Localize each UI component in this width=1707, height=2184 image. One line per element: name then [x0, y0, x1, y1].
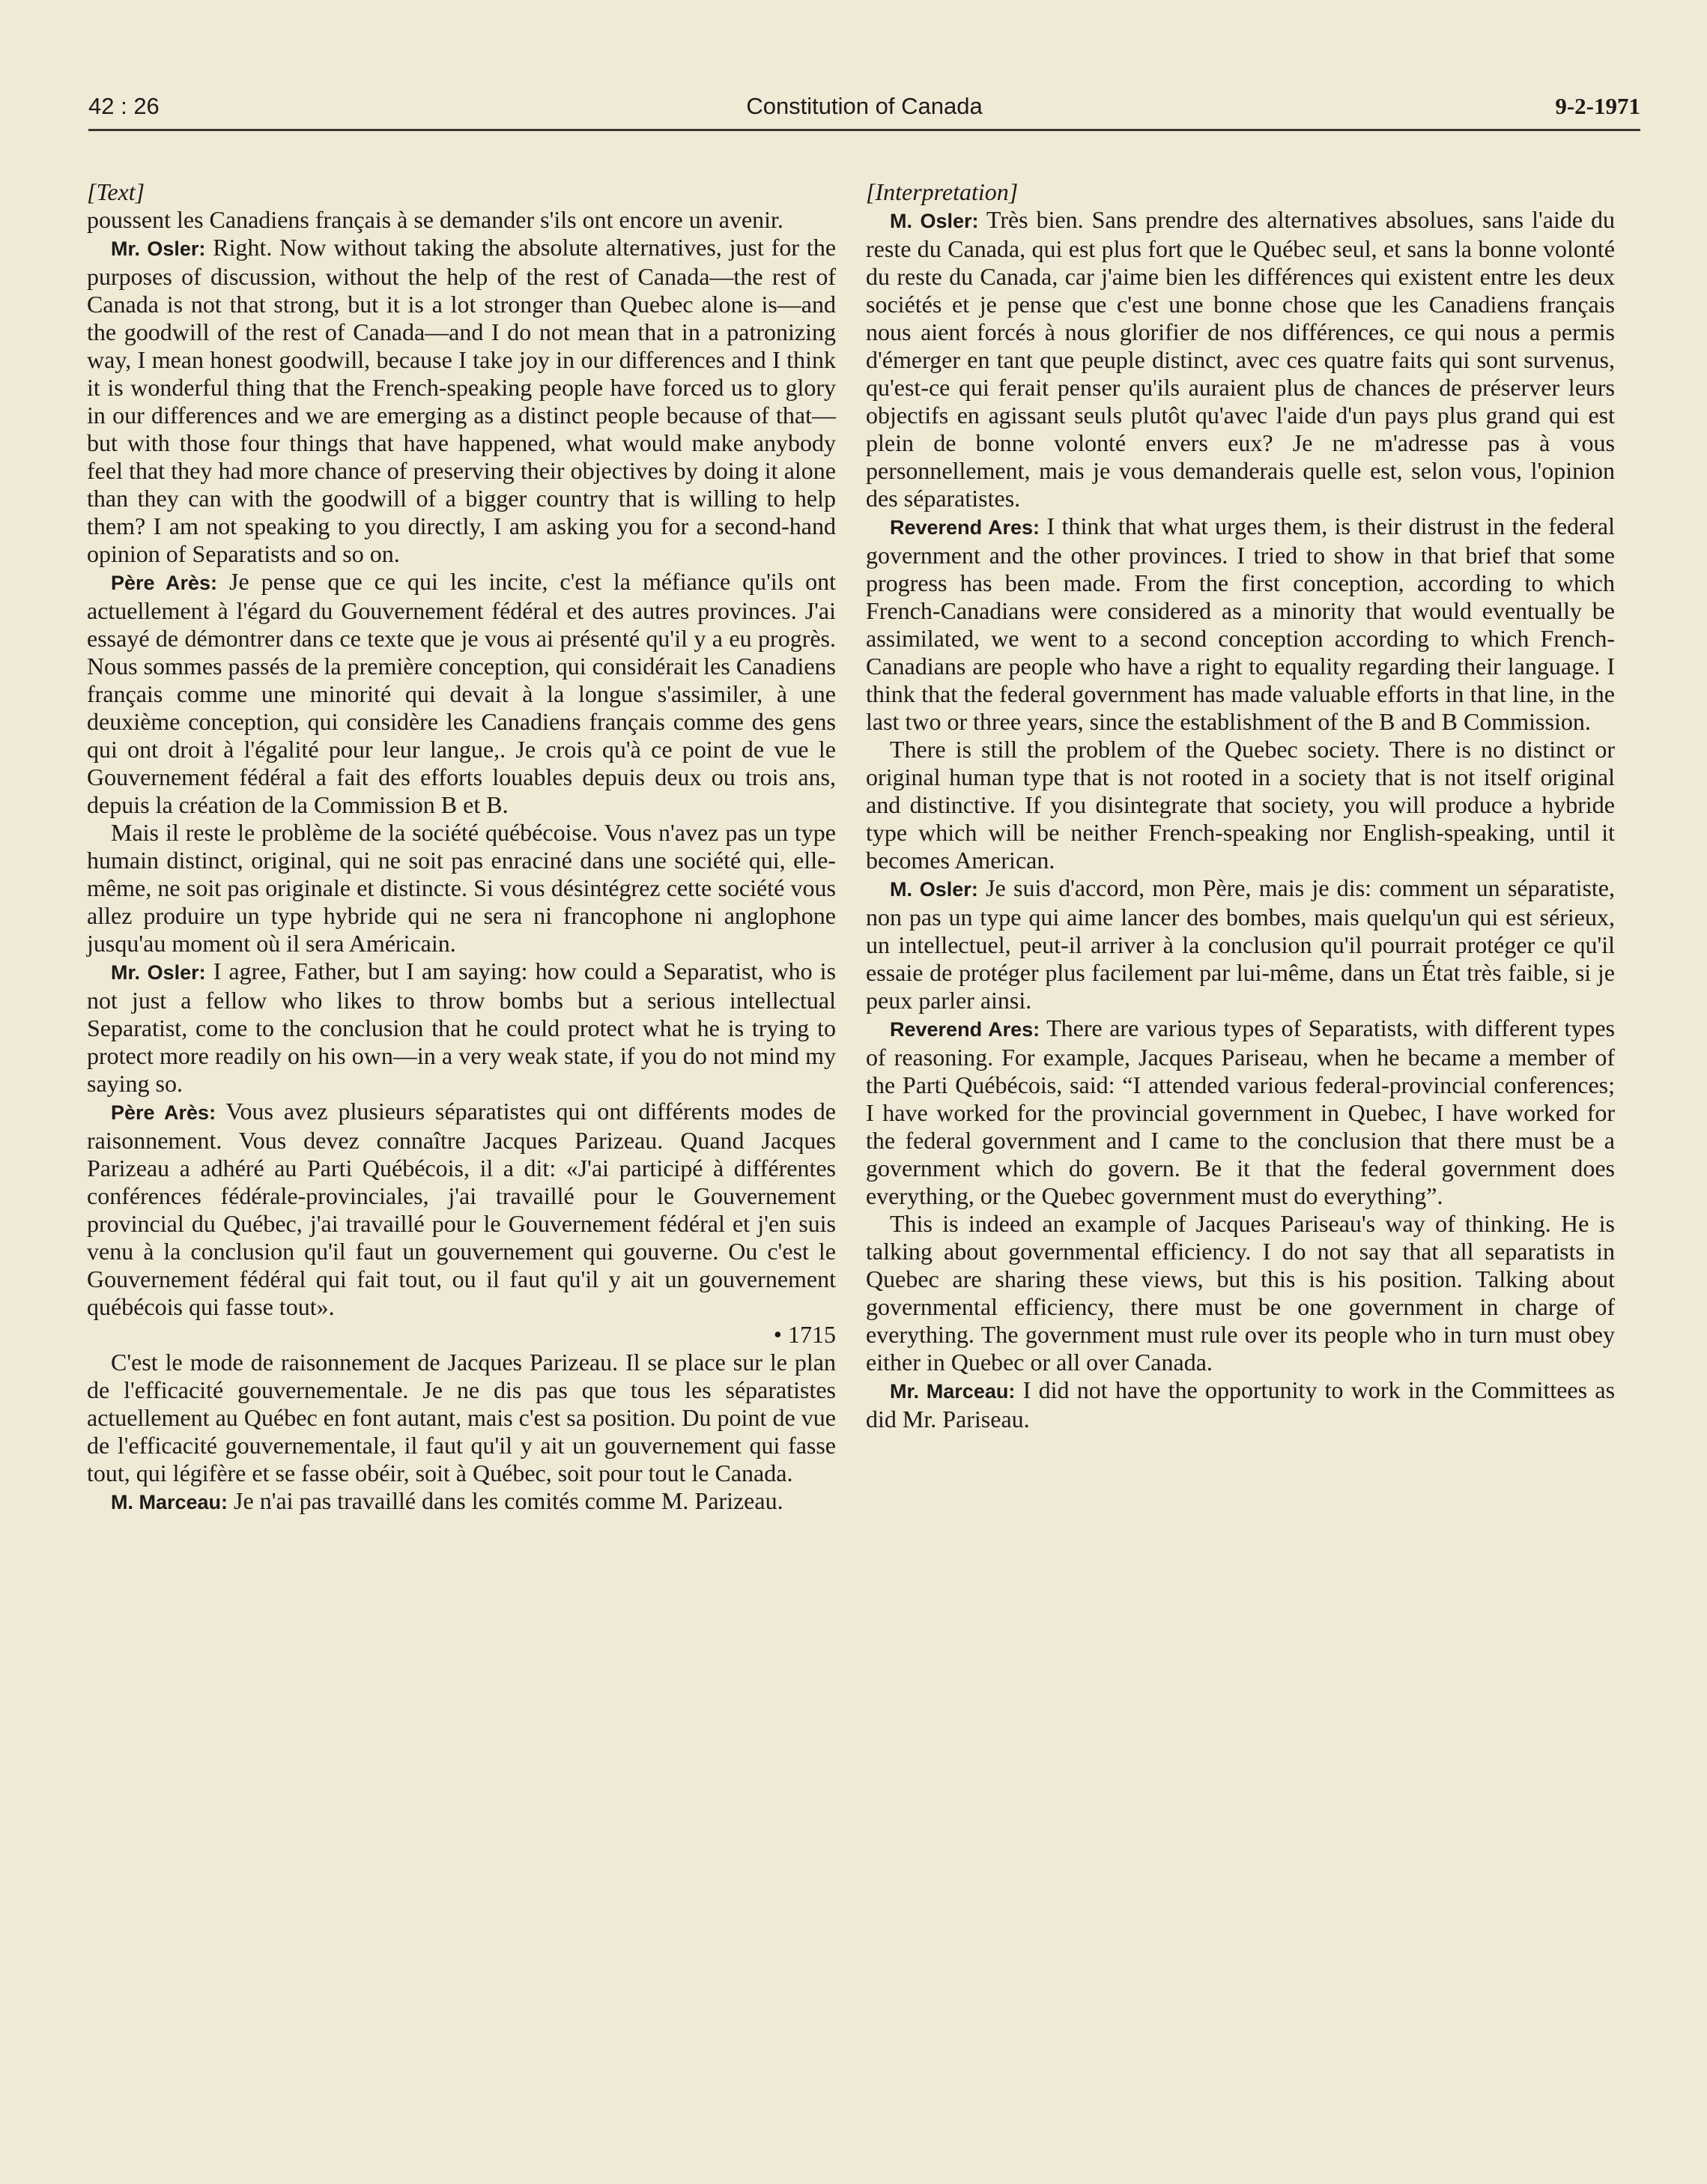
speaker-label: M. Osler:: [890, 210, 979, 232]
speaker-label: Reverend Ares:: [890, 516, 1040, 539]
page-header: [88, 88, 1640, 131]
paragraph-text: Right. Now without taking the absolute alternatives, just for the purposes of discussion, without the help of the rest of Canada—the rest of Canada is not that strong, but it is a lot stronger than Quebec alone is—and the goodwill of the rest of Canada—and I do not mean that in a patronizing way, I mean honest goodwill, because I take joy in our differences and I think it is wonderful thing that the French-speaking people have forced us to glory in our differences and we are emerging as a distinct people because of that—but with those four things that have happened, what would make anybody feel that they had more chance of preserving their objectives by doing it alone than they can with the goodwill of a bigger country that is willing to help them? I am not speaking to you directly, I am asking you for a second-hand opinion of Separatists and so on.: [87, 234, 837, 567]
paragraph-text: There are various types of Separatists, with different types of reasoning. For example, Jacques Pariseau, when he became a member of the Parti Québécois, said: “I attended various federal-provincial conferences; I have worked for the provincial government in Quebec, I have worked for the federal government and I came to the conclusion that there must be a government which do govern. Be it that the federal government does everything, or the Quebec government must do everything”.: [866, 1014, 1616, 1209]
paragraph-ares-4-interp: This is indeed an example of Jacques Pariseau's way of thinking. He is talking about governmental efficiency. I do not say that all separatists in Quebec are sharing these views, but this is his position. Talking about governmental efficiency, there must be one government in charge of everything. The government must rule over its people who in turn must obey either in Quebec or all over Canada.: [866, 1210, 1615, 1376]
page-number: 42 : 26: [88, 93, 160, 119]
paragraph-osler-1-interp: [866, 206, 1615, 512]
speaker-label: Père Arès:: [111, 572, 218, 594]
paragraph-text: Très bien. Sans prendre des alternatives absolues, sans l'aide du reste du Canada, qui est plus fort que le Québec seul, et sans la bonne volonté du reste du Canada, car j'aime bien les différences qui existent entre les deux sociétés et je pense que c'est une bonne chose que les Canadiens français nous aient forcés à nous glorifier de nos différences, ce qui nous a permis d'émerger en tant que peuple distinct, avec ces quatre faits qui sont survenus, qu'est-ce qui ferait penser qu'ils auraient plus de chances de préserver leurs objectifs en agissant seuls plutôt qu'avec l'aide d'un pays plus grand qui est plein de bonne volonté envers eux? Je ne m'adresse pas à vous personnellement, mais je vous demanderais quelle est, selon vous, l'opinion des séparatistes.: [866, 206, 1616, 512]
page-date: 9-2-1971: [1555, 93, 1640, 119]
page-title: Constitution of Canada: [746, 93, 983, 119]
speaker-label: Père Arès:: [111, 1101, 216, 1124]
speaker-label: M. Marceau:: [111, 1491, 228, 1513]
interpretation-tag: [Interpretation]: [866, 178, 1019, 205]
speaker-label: Mr. Marceau:: [890, 1380, 1016, 1403]
paragraph-marceau-interp: [866, 1376, 1615, 1433]
paragraph-text: I agree, Father, but I am saying: how could a Separatist, who is not just a fellow who likes to throw bombs but a serious intellectual Separatist, come to the conclusion that he could protect what he is trying to protect more readily on his own—in a very weak state, if you do not mind my saying so.: [87, 958, 837, 1097]
right-column: [866, 178, 1615, 1433]
paragraph-text: I did not have the opportunity to work in the Committees as did Mr. Pariseau.: [866, 1376, 1616, 1433]
speaker-label: Mr. Osler:: [111, 961, 206, 984]
speaker-label: M. Osler:: [890, 878, 978, 901]
paragraph-ares-2: Mais il reste le problème de la société québécoise. Vous n'avez pas un type humain distinct, original, qui ne soit pas enraciné dans une société qui, elle-même, ne soit pas originale et distincte. Si vous désintégrez cette société vous allez produire un type hybride qui ne sera ni francophone ni anglophone jusqu'au moment où il sera Américain.: [87, 819, 836, 957]
speaker-label: Reverend Ares:: [890, 1018, 1040, 1041]
speaker-label: Mr. Osler:: [111, 238, 206, 260]
paragraph-text: Vous avez plusieurs séparatistes qui ont différents modes de raisonnement. Vous devez connaître Jacques Parizeau. Quand Jacques Parizeau a adhéré au Parti Québécois, il a dit: «J'ai participé à différentes conférences fédérale-provinciales, j'ai travaillé pour le Gouvernement provincial du Québec, j'ai travaillé pour le Gouvernement fédéral et j'en suis venu à la conclusion qu'il faut un gouvernement qui gouverne. Ou c'est le Gouvernement fédéral qui fait tout, ou il faut qu'il y ait un gouvernement québécois qui fasse tout».: [87, 1098, 836, 1320]
paragraph-ares-4: C'est le mode de raisonnement de Jacques Parizeau. Il se place sur le plan de l'efficacité gouvernementale. Je ne dis pas que tous les séparatistes actuellement au Québec en font autant, mais c'est sa position. Du point de vue de l'efficacité gouvernementale, il faut qu'il y ait un gouvernement qui fasse tout, qui légifère et se fasse obéir, soit à Québec, soit pour tout le Canada.: [87, 1349, 836, 1486]
paragraph-text: Je suis d'accord, mon Père, mais je dis: comment un séparatiste, non pas un type qui aime lancer des bombes, mais quelqu'un qui est sérieux, un intellectuel, peut-il arriver à la conclusion qu'il pourrait protéger ce qu'il essaie de protéger plus facilement par lui-même, dans un État très faible, si je peux parler ainsi.: [866, 874, 1616, 1014]
paragraph-ares-3: [87, 1098, 836, 1321]
left-column: [87, 178, 836, 1516]
paragraph-text: Je pense que ce qui les incite, c'est la méfiance qu'ils ont actuellement à l'égard du Gouvernement fédéral et des autres provinces. J'ai essayé de démontrer dans ce texte que je vous ai présenté qu'il y a eu progrès. Nous sommes passés de la première conception, qui considérait les Canadiens français comme une minorité qui devait à la longue s'assimiler, à une deuxième conception, qui considère les Canadiens français comme des gens qui ont droit à l'égalité pour leur langue,. Je crois qu'à ce point de vue le Gouvernement fédéral a fait des efforts louables depuis deux ou trois ans, depuis la création de la Commission B et B.: [87, 568, 837, 818]
intro-paragraph: poussent les Canadiens français à se demander s'ils ont encore un avenir.: [87, 206, 783, 233]
paragraph-ares-3-interp: [866, 1014, 1615, 1210]
paragraph-osler-1: [87, 234, 836, 568]
paragraph-ares-1: [87, 568, 836, 819]
paragraph-osler-2-interp: [866, 874, 1615, 1014]
time-marker: • 1715: [773, 1321, 836, 1348]
paragraph-text: Je n'ai pas travaillé dans les comités comme M. Parizeau.: [234, 1487, 783, 1514]
paragraph-marceau: [87, 1487, 836, 1516]
paragraph-text: I think that what urges them, is their distrust in the federal government and the other provinces. I tried to show in that brief that some progress has been made. From the first conception, according to which French-Canadians were considered as a minority that would eventually be assimilated, we went to a second conception according to which French-Canadians are people who have a right to equality regarding their language. I think that the federal government has made valuable efforts in that line, in the last two or three years, since the establishment of the B and B Commission.: [866, 512, 1616, 735]
paragraph-ares-2-interp: There is still the problem of the Quebec society. There is no distinct or original human type that is not rooted in a society that is not itself original and distinctive. If you disintegrate that society, you will produce a hybride type which will be neither French-speaking nor English-speaking, until it becomes American.: [866, 736, 1615, 874]
text-tag: [Text]: [87, 178, 145, 205]
paragraph-ares-1-interp: [866, 512, 1615, 736]
paragraph-osler-2: [87, 958, 836, 1098]
